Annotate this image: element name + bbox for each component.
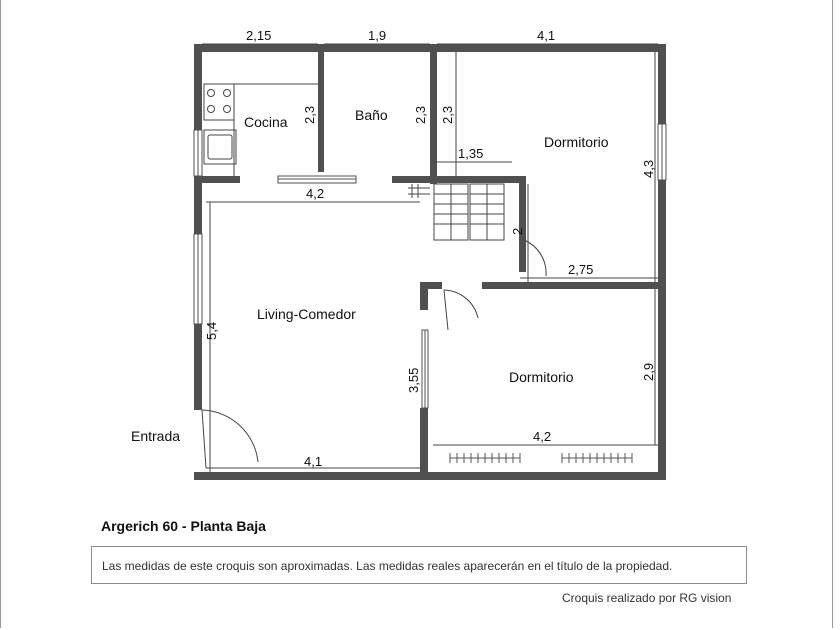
dim-dorm2-width: 4,2 (533, 429, 552, 444)
disclaimer-text: Las medidas de este croquis son aproximadas. Las medidas reales aparecerán en el título de la propiedad. (102, 559, 673, 573)
room-label-living-comedor: Living-Comedor (257, 306, 356, 322)
credit-text: Croquis realizado por RG vision (562, 591, 732, 605)
dim-dorm1-lower-width: 2,75 (568, 262, 594, 277)
dim-stair-height: 2 (510, 227, 525, 235)
dim-bano-width: 1,9 (368, 28, 387, 43)
room-label-cocina: Cocina (244, 114, 288, 130)
room-labels (131, 107, 609, 444)
dim-cocina-width: 2,15 (246, 28, 272, 43)
wardrobe (450, 453, 632, 463)
dim-dorm1-height: 4,3 (641, 159, 656, 178)
dim-dorm1-inner-height: 2,3 (440, 105, 455, 124)
room-label-bano: Baño (355, 107, 388, 123)
room-label-dormitorio-2: Dormitorio (509, 369, 574, 385)
dim-cocina-height: 2,3 (302, 105, 317, 124)
kitchen-fixtures (204, 84, 318, 176)
doors (202, 240, 546, 468)
dim-dorm1-width: 4,1 (537, 28, 556, 43)
dim-living-bottom-width: 4,1 (304, 454, 323, 469)
staircase (408, 184, 504, 240)
dim-dorm2-height: 2,9 (641, 362, 656, 381)
dim-stair-width: 1,35 (458, 146, 484, 161)
disclaimer-box (91, 546, 747, 584)
stove-icon (204, 84, 234, 120)
room-label-dormitorio-1: Dormitorio (544, 134, 609, 150)
dim-living-upper-width: 4,2 (306, 186, 325, 201)
dim-partition-height: 3,55 (406, 367, 421, 393)
dim-bano-height: 2,3 (413, 105, 428, 124)
walls (194, 44, 666, 480)
dim-living-height: 5,4 (204, 321, 219, 340)
plan-title: Argerich 60 - Planta Baja (101, 518, 266, 534)
room-label-entrada: Entrada (131, 428, 181, 444)
